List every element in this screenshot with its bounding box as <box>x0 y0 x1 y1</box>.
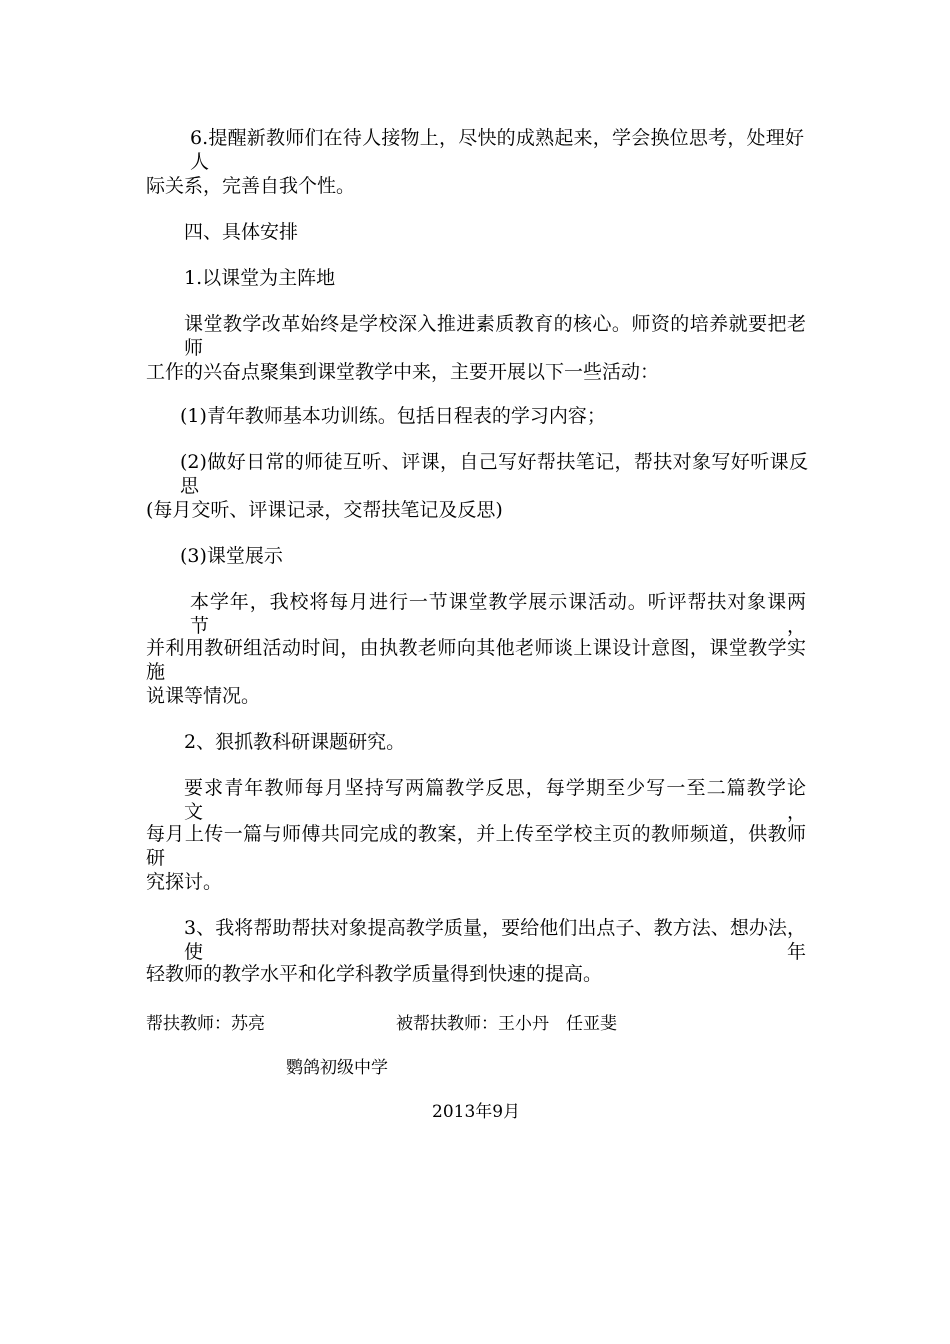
paragraph-line: 要求青年教师每月坚持写两篇教学反思，每学期至少写一至二篇教学论文， <box>184 777 806 823</box>
list-item: (3)课堂展示 <box>180 545 283 567</box>
paragraph-line: 究探讨。 <box>146 871 223 893</box>
subsection-heading: 2、狠抓教科研课题研究。 <box>184 731 406 753</box>
paragraph-line: 本学年，我校将每月进行一节课堂教学展示课活动。听评帮扶对象课两节， <box>190 591 806 637</box>
paragraph-line: 说课等情况。 <box>146 685 261 707</box>
list-item: (2)做好日常的师徒互听、评课，自己写好帮扶笔记，帮扶对象写好听课反思 <box>180 451 808 497</box>
paragraph-line: 轻教师的教学水平和化学科教学质量得到快速的提高。 <box>146 963 603 985</box>
paragraph-line: 每月上传一篇与师傅共同完成的教案，并上传至学校主页的教师频道，供教师研 <box>146 823 806 869</box>
paragraph-line: 工作的兴奋点聚集到课堂教学中来，主要开展以下一些活动： <box>146 361 660 383</box>
document-date: 2013年9月 <box>432 1102 521 1122</box>
paragraph-line: 并利用教研组活动时间，由执教老师向其他老师谈上课设计意图，课堂教学实施 <box>146 637 806 683</box>
list-item: (1)青年教师基本功训练。包括日程表的学习内容； <box>180 405 606 427</box>
paragraph-line: (每月交听、评课记录，交帮扶笔记及反思) <box>146 499 503 521</box>
paragraph-line: 课堂教学改革始终是学校深入推进素质教育的核心。师资的培养就要把老师 <box>184 313 806 359</box>
subsection-heading: 1.以课堂为主阵地 <box>184 267 336 289</box>
helped-teachers: 被帮扶教师：王小丹 任亚斐 <box>396 1014 617 1034</box>
paragraph-line: 3、我将帮助帮扶对象提高教学质量，要给他们出点子、教方法、想办法，使年 <box>184 917 806 963</box>
paragraph-line: 6.提醒新教师们在待人接物上，尽快的成熟起来，学会换位思考，处理好人 <box>190 127 804 173</box>
paragraph-line: 际关系，完善自我个性。 <box>146 175 356 197</box>
section-heading: 四、具体安排 <box>184 221 299 243</box>
helper-teacher: 帮扶教师：苏亮 <box>146 1014 265 1034</box>
school-name: 鹦鸽初级中学 <box>286 1058 388 1078</box>
